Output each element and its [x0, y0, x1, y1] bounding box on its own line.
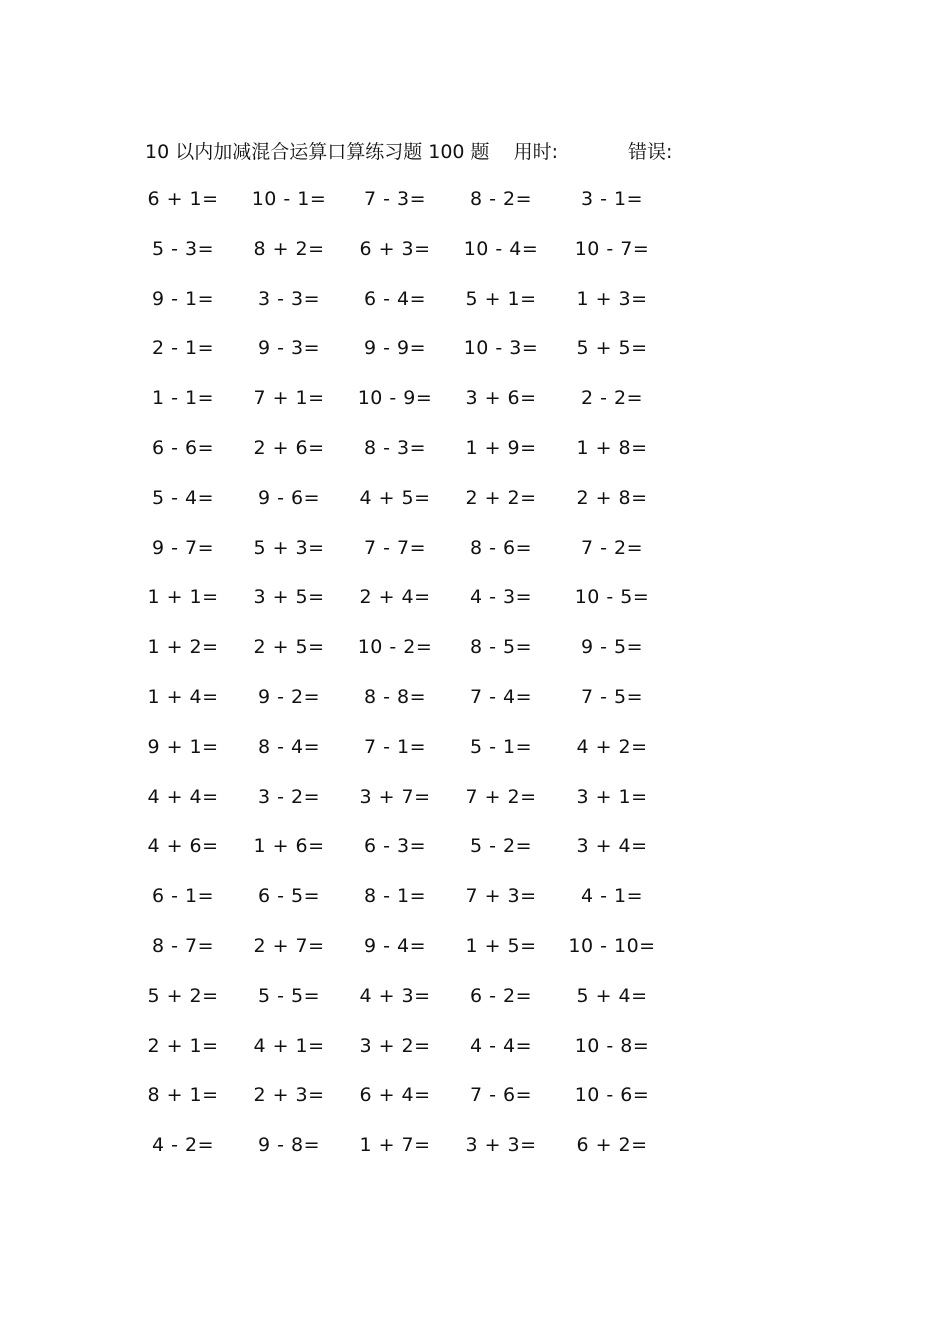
math-problem: 7 - 3= — [363, 188, 427, 210]
math-problem: 4 - 1= — [580, 885, 644, 908]
math-problem: 3 + 2= — [359, 1034, 431, 1057]
math-problem: 2 + 4= — [359, 586, 431, 609]
math-problem: 9 - 8= — [257, 1134, 321, 1157]
math-problem: 6 + 3= — [359, 237, 431, 260]
math-problem: 4 + 3= — [359, 984, 431, 1007]
math-problem: 1 + 7= — [359, 1134, 431, 1157]
worksheet-header — [145, 136, 672, 164]
math-problem: 1 + 5= — [465, 934, 537, 957]
math-problem: 2 + 3= — [253, 1084, 325, 1107]
math-problem: 1 + 4= — [147, 685, 219, 708]
math-problem: 5 - 1= — [469, 735, 533, 758]
math-problem: 8 - 1= — [363, 885, 427, 908]
math-problem: 6 - 5= — [257, 885, 321, 908]
problem-row — [130, 584, 670, 634]
problem-row — [130, 435, 670, 485]
math-problem: 9 - 3= — [257, 337, 321, 360]
problem-row — [130, 236, 670, 286]
problem-row — [130, 1132, 670, 1182]
math-problem: 3 - 3= — [257, 287, 321, 310]
problem-row — [130, 784, 670, 834]
math-problem: 5 + 5= — [576, 337, 648, 360]
math-problem: 7 - 5= — [580, 685, 644, 708]
math-problem: 6 + 1= — [147, 188, 219, 210]
math-problem: 5 + 4= — [576, 984, 648, 1007]
math-problem: 6 - 6= — [151, 436, 215, 459]
math-problem: 6 - 1= — [151, 885, 215, 908]
math-problem: 9 + 1= — [147, 735, 219, 758]
math-problem: 1 + 1= — [147, 586, 219, 609]
math-problem: 3 + 5= — [253, 586, 325, 609]
math-problem: 3 + 1= — [576, 785, 648, 808]
math-problem: 6 - 2= — [469, 984, 533, 1007]
math-problem: 4 + 5= — [359, 486, 431, 509]
math-problem: 2 + 2= — [465, 486, 537, 509]
math-problem: 3 - 1= — [580, 188, 644, 210]
math-problem: 9 - 4= — [363, 934, 427, 957]
math-problem: 3 - 2= — [257, 785, 321, 808]
math-problem: 5 + 1= — [465, 287, 537, 310]
math-problem: 7 + 3= — [465, 885, 537, 908]
math-problem: 7 - 2= — [580, 536, 644, 559]
math-problem: 10 - 6= — [574, 1084, 650, 1107]
math-problem: 4 + 6= — [147, 835, 219, 858]
error-label: 错误: — [627, 140, 673, 163]
math-problem: 5 - 5= — [257, 984, 321, 1007]
math-problem: 5 + 2= — [147, 984, 219, 1007]
math-problem: 7 - 1= — [363, 735, 427, 758]
math-problem: 1 + 8= — [576, 436, 648, 459]
math-problem: 10 - 9= — [357, 387, 433, 410]
math-problem: 4 - 4= — [469, 1034, 533, 1057]
math-problem: 1 + 9= — [465, 436, 537, 459]
math-problem: 9 - 6= — [257, 486, 321, 509]
math-problem: 2 - 2= — [580, 387, 644, 410]
math-problem: 7 - 4= — [469, 685, 533, 708]
problem-grid — [130, 186, 670, 1182]
math-problem: 9 - 2= — [257, 685, 321, 708]
problem-row — [130, 1082, 670, 1132]
math-problem: 9 - 9= — [363, 337, 427, 360]
math-problem: 10 - 8= — [574, 1034, 650, 1057]
math-problem: 10 - 7= — [574, 237, 650, 260]
math-problem: 10 - 3= — [463, 337, 539, 360]
problem-row — [130, 684, 670, 734]
math-problem: 2 + 6= — [253, 436, 325, 459]
math-problem: 1 + 3= — [576, 287, 648, 310]
math-problem: 4 - 2= — [151, 1134, 215, 1157]
math-problem: 8 - 2= — [469, 188, 533, 210]
math-problem: 6 - 4= — [363, 287, 427, 310]
math-problem: 5 + 3= — [253, 536, 325, 559]
math-problem: 9 - 5= — [580, 636, 644, 659]
math-problem: 5 - 3= — [151, 237, 215, 260]
problem-row — [130, 186, 670, 236]
problem-row — [130, 983, 670, 1033]
math-problem: 9 - 7= — [151, 536, 215, 559]
math-problem: 7 + 1= — [253, 387, 325, 410]
math-problem: 8 - 7= — [151, 934, 215, 957]
math-problem: 10 - 5= — [574, 586, 650, 609]
math-problem: 5 - 2= — [469, 835, 533, 858]
problem-row — [130, 385, 670, 435]
math-problem: 8 - 6= — [469, 536, 533, 559]
math-problem: 10 - 4= — [463, 237, 539, 260]
problem-row — [130, 883, 670, 933]
math-problem: 8 - 5= — [469, 636, 533, 659]
math-problem: 1 + 2= — [147, 636, 219, 659]
math-problem: 4 + 2= — [576, 735, 648, 758]
math-problem: 6 + 2= — [576, 1134, 648, 1157]
math-problem: 10 - 2= — [357, 636, 433, 659]
math-problem: 3 + 7= — [359, 785, 431, 808]
math-problem: 10 - 1= — [251, 188, 327, 210]
math-problem: 2 - 1= — [151, 337, 215, 360]
math-problem: 1 + 6= — [253, 835, 325, 858]
problem-row — [130, 933, 670, 983]
math-problem: 7 - 7= — [363, 536, 427, 559]
math-problem: 2 + 7= — [253, 934, 325, 957]
problem-row — [130, 335, 670, 385]
math-problem: 8 + 1= — [147, 1084, 219, 1107]
math-problem: 3 + 6= — [465, 387, 537, 410]
time-label: 用时: — [513, 140, 558, 163]
math-problem: 4 + 1= — [253, 1034, 325, 1057]
math-problem: 7 - 6= — [469, 1084, 533, 1107]
math-problem: 6 + 4= — [359, 1084, 431, 1107]
math-problem: 2 + 5= — [253, 636, 325, 659]
math-problem: 4 - 3= — [469, 586, 533, 609]
math-problem: 3 + 4= — [576, 835, 648, 858]
problem-row — [130, 734, 670, 784]
math-problem: 7 + 2= — [465, 785, 537, 808]
math-problem: 6 - 3= — [363, 835, 427, 858]
math-problem: 10 - 10= — [568, 934, 656, 957]
problem-row — [130, 286, 670, 336]
math-problem: 1 - 1= — [151, 387, 215, 410]
math-problem: 3 + 3= — [465, 1134, 537, 1157]
problem-row — [130, 833, 670, 883]
math-problem: 8 - 8= — [363, 685, 427, 708]
math-problem: 2 + 8= — [576, 486, 648, 509]
math-problem: 8 - 3= — [363, 436, 427, 459]
math-problem: 8 + 2= — [253, 237, 325, 260]
problem-row — [130, 535, 670, 585]
math-problem: 2 + 1= — [147, 1034, 219, 1057]
problem-row — [130, 634, 670, 684]
math-problem: 9 - 1= — [151, 287, 215, 310]
math-problem: 8 - 4= — [257, 735, 321, 758]
math-problem: 4 + 4= — [147, 785, 219, 808]
problem-row — [130, 1033, 670, 1083]
math-problem: 5 - 4= — [151, 486, 215, 509]
worksheet-title: 10 以内加减混合运算口算练习题 100 题 — [145, 140, 490, 163]
problem-row — [130, 485, 670, 535]
